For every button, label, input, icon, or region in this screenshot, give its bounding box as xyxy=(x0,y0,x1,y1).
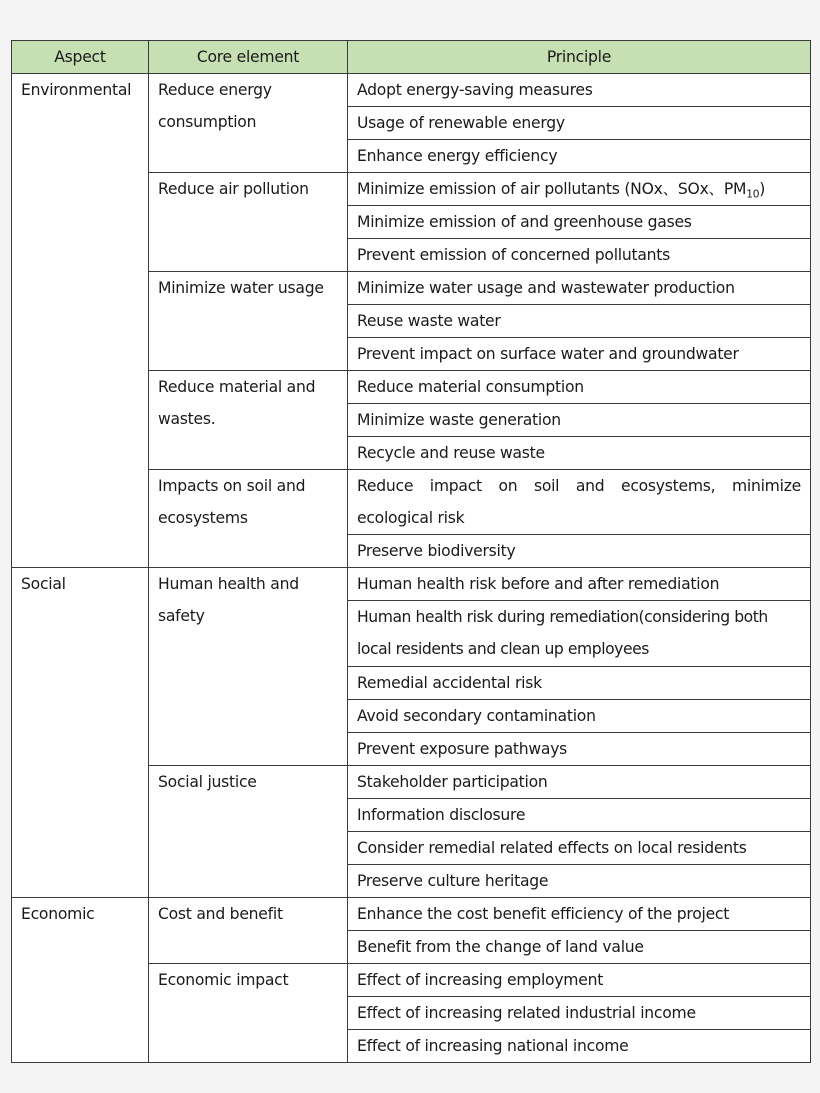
principle-cell: Prevent impact on surface water and groundwater xyxy=(348,338,811,371)
principle-text: Minimize emission of air pollutants (NOx、SOx、PM xyxy=(357,180,747,198)
principle-cell: Reuse waste water xyxy=(348,305,811,338)
principle-cell: Human health risk before and after remediation xyxy=(348,568,811,601)
principle-cell: Enhance energy efficiency xyxy=(348,140,811,173)
aspect-cell: Social xyxy=(12,568,149,897)
core-element-cell: Impacts on soil and ecosystems xyxy=(149,470,348,568)
principle-cell xyxy=(348,173,811,206)
header-row xyxy=(12,41,811,74)
principle-cell: Minimize waste generation xyxy=(348,404,811,437)
table-row xyxy=(12,568,811,601)
principle-cell: Enhance the cost benefit efficiency of the project xyxy=(348,897,811,930)
header-core-element: Core element xyxy=(149,41,348,74)
principle-cell: Usage of renewable energy xyxy=(348,107,811,140)
table-header xyxy=(12,41,811,74)
principle-cell: Effect of increasing national income xyxy=(348,1029,811,1062)
principle-cell: Consider remedial related effects on local residents xyxy=(348,831,811,864)
core-element-cell: Cost and benefit xyxy=(149,897,348,963)
principle-cell: Remedial accidental risk xyxy=(348,666,811,699)
core-element-cell: Minimize water usage xyxy=(149,272,348,371)
principle-cell: Recycle and reuse waste xyxy=(348,437,811,470)
principle-cell: Adopt energy-saving measures xyxy=(348,74,811,107)
core-element-cell: Economic impact xyxy=(149,963,348,1062)
header-principle: Principle xyxy=(348,41,811,74)
principle-cell: Avoid secondary contamination xyxy=(348,699,811,732)
principle-cell: Minimize emission of and greenhouse gases xyxy=(348,206,811,239)
principle-cell: Effect of increasing employment xyxy=(348,963,811,996)
core-element-cell: Reduce energy consumption xyxy=(149,74,348,173)
core-element-cell: Human health and safety xyxy=(149,568,348,765)
principle-cell: Preserve biodiversity xyxy=(348,535,811,568)
table-body xyxy=(12,74,811,1063)
aspect-cell: Economic xyxy=(12,897,149,1062)
aspect-cell: Environmental xyxy=(12,74,149,568)
core-element-cell: Social justice xyxy=(149,765,348,897)
table-row xyxy=(12,74,811,107)
pm-subscript: 10 xyxy=(746,188,760,201)
pm-close-paren: ) xyxy=(759,180,766,198)
principle-cell: Human health risk during remediation(considering both local residents and clean up employees xyxy=(348,601,811,666)
core-element-cell: Reduce air pollution xyxy=(149,173,348,272)
principle-cell: Minimize water usage and wastewater production xyxy=(348,272,811,305)
principle-cell: Reduce impact on soil and ecosystems, minimize ecological risk xyxy=(348,470,811,535)
principle-cell: Benefit from the change of land value xyxy=(348,930,811,963)
header-aspect: Aspect xyxy=(12,41,149,74)
principle-cell: Information disclosure xyxy=(348,798,811,831)
principle-cell: Prevent emission of concerned pollutants xyxy=(348,239,811,272)
table-row xyxy=(12,897,811,930)
sustainability-principles-table xyxy=(11,40,811,1063)
principle-cell: Prevent exposure pathways xyxy=(348,732,811,765)
principle-cell: Effect of increasing related industrial income xyxy=(348,996,811,1029)
principle-cell: Stakeholder participation xyxy=(348,765,811,798)
principle-cell: Preserve culture heritage xyxy=(348,864,811,897)
core-element-cell: Reduce material and wastes. xyxy=(149,371,348,470)
principle-cell: Reduce material consumption xyxy=(348,371,811,404)
